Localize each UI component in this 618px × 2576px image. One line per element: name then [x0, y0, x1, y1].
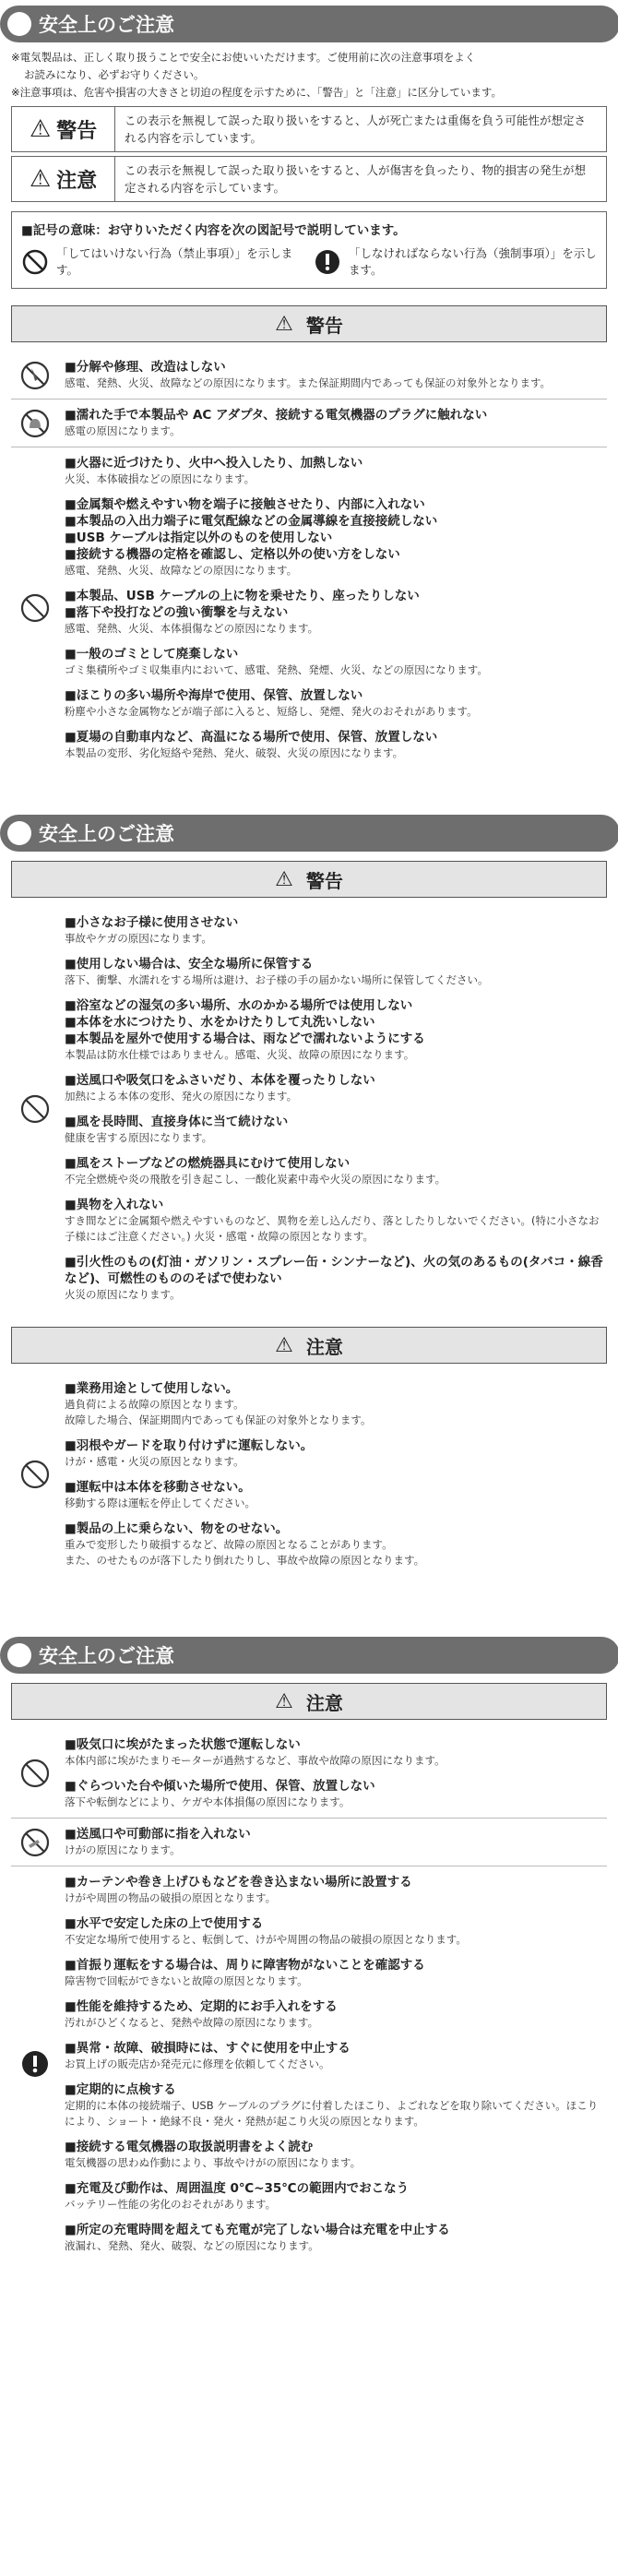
- list-item: [65, 1197, 607, 1245]
- prohibited-icon: [11, 455, 59, 761]
- list-item: [65, 455, 607, 487]
- item-description: 加熱による本体の変形、発火の原因になります。: [65, 1090, 298, 1103]
- item-description: お買上げの販売店か発売元に修理を依頼してください。: [65, 2057, 330, 2070]
- prohibited-icon: [11, 1380, 59, 1568]
- caution-group-1: [11, 1373, 607, 1576]
- item-heading: ■接続する電気機器の取扱説明書をよく読む: [65, 2140, 314, 2154]
- item-heading: ■性能を維持するため、定期的にお手入れをする: [65, 1999, 338, 2014]
- item-heading: ■ぐらついた台や傾いた場所で使用、保管、放置しない: [65, 1779, 375, 1794]
- item-heading: ■水平で安定した床の上で使用する: [65, 1916, 264, 1931]
- page: [0, 6, 618, 2261]
- list-item: [65, 496, 607, 578]
- warning-definition: [11, 106, 607, 152]
- list-item: [65, 646, 607, 678]
- item-heading: ■使用しない場合は、安全な場所に保管する: [65, 957, 314, 972]
- warning-group-wet-hands: [11, 400, 607, 447]
- list-item: [65, 687, 607, 720]
- item-heading: ■一般のゴミとして廃棄しない: [65, 647, 239, 662]
- item-heading: ■風を長時間、直接身体に当て続けない: [65, 1115, 289, 1129]
- warning-group-disassemble: [11, 352, 607, 400]
- item-heading: ■夏場の自動車内など、高温になる場所で使用、保管、放置しない: [65, 730, 438, 745]
- list-item: [65, 1437, 607, 1470]
- no-wet-hands-icon: [11, 407, 59, 439]
- item-description: 本製品は防水仕様ではありません。感電、火災、故障の原因になります。: [65, 1048, 415, 1061]
- item-description: 落下や転倒などにより、ケガや本体損傷の原因になります。: [65, 1795, 351, 1808]
- prohibited-icon: [11, 1736, 59, 1810]
- caution-group-2c: [11, 1866, 607, 2261]
- caution-banner-label: 注意: [305, 1691, 343, 1714]
- item-description: 移動する際は運転を停止してください。: [65, 1497, 256, 1509]
- caution-banner: [11, 1327, 607, 1364]
- item-description: 感電、発熱、火災、本体損傷などの原因になります。: [65, 622, 319, 635]
- list-item: [65, 1998, 607, 2031]
- item-description: ゴミ集積所やゴミ収集車内において、感電、発熱、発煙、火災、などの原因になります。: [65, 663, 488, 676]
- section-title: 安全上のご注意: [39, 823, 174, 845]
- symbol-legend: [11, 211, 607, 289]
- caution-group-2a: [11, 1729, 607, 1819]
- warning-definition-text: この表示を無視して誤った取り扱いをすると、人が死亡または重傷を負う可能性が想定される内容を示しています。: [125, 113, 587, 145]
- list-item: [65, 1521, 607, 1568]
- list-item: [65, 2040, 607, 2072]
- caution-banner-label: 注意: [305, 1335, 343, 1358]
- caution-definition-text: この表示を無視して誤った取り扱いをすると、人が傷害を負ったり、物的損害の発生が想定される内容を示しています。: [125, 163, 587, 195]
- list-item: [65, 2139, 607, 2171]
- no-disassembly-icon: [11, 359, 59, 391]
- bullet-circle-icon: [7, 821, 31, 845]
- warning-triangle-icon: ⚠: [275, 867, 293, 891]
- list-item: [65, 997, 607, 1063]
- item-description: すき間などに金属類や燃えやすいものなど、異物を差し込んだり、落としたりしないでください。(特に小さなお子様にはご注意ください。) 火災・感電・故障の原因となります。: [65, 1214, 600, 1243]
- list-item: [65, 729, 607, 761]
- prohibited-icon: [11, 914, 59, 1303]
- item-heading: ■送風口や吸気口をふさいだり、本体を覆ったりしない: [65, 1073, 375, 1088]
- item-heading: ■首振り運転をする場合は、周りに障害物がないことを確認する: [65, 1958, 425, 1973]
- warning-banner-label: 警告: [305, 314, 343, 337]
- list-item: [65, 1874, 607, 1906]
- bullet-circle-icon: [7, 1643, 31, 1667]
- item-heading: ■送風口や可動部に指を入れない: [65, 1827, 251, 1842]
- prohibited-meaning: 「してはいけない行為（禁止事項）」を示します。: [56, 246, 293, 277]
- item-description: 汚れがひどくなると、発熱や故障の原因になります。: [65, 2016, 319, 2029]
- item-heading: ■カーテンや巻き上げひもなどを巻き込まない場所に設置する: [65, 1875, 412, 1890]
- caution-triangle-icon: ⚠: [275, 1333, 293, 1357]
- warning-group-2: [11, 907, 607, 1310]
- item-description: 感電の原因になります。: [65, 424, 181, 437]
- list-item: [65, 914, 607, 947]
- no-fingers-icon: [11, 1826, 59, 1858]
- item-description: 感電、発熱、火災、故障などの原因になります。: [65, 564, 298, 577]
- item-description: 障害物で回転ができないと故障の原因となります。: [65, 1974, 308, 1987]
- warning-banner: [11, 305, 607, 342]
- list-item: [65, 1957, 607, 1989]
- item-heading: ■充電及び動作は、周囲温度 0℃~35℃の範囲内でおこなう: [65, 2181, 410, 2196]
- caution-triangle-icon: ⚠: [29, 165, 52, 193]
- item-heading: ■製品の上に乗らない、物をのせない。: [65, 1521, 289, 1536]
- list-item: [65, 1915, 607, 1948]
- item-heading: ■金属類や燃えやすい物を端子に接触させたり、内部に入れない ■本製品の入出力端子に電気配線などの金属導線を直接接続しない ■USB ケーブルは指定以外のものを使用しない ■接続する機器の定格を確認し、定格以外の使い方をしない: [65, 497, 438, 562]
- item-heading: ■羽根やガードを取り付けずに運転しない。: [65, 1438, 314, 1453]
- caution-triangle-icon: ⚠: [275, 1689, 293, 1713]
- item-description: 液漏れ、発熱、発火、破裂、などの原因になります。: [65, 2239, 319, 2252]
- intro-note: ※電気製品は、正しく取り扱うことで安全にお使いいただけます。ご使用前に次の注意事項をよく: [11, 51, 476, 64]
- item-description: 感電、発熱、火災、故障などの原因になります。また保証期間内であっても保証の対象外となります。: [65, 376, 552, 389]
- item-description: 健康を害する原因になります。: [65, 1131, 213, 1144]
- list-item: [65, 1254, 607, 1303]
- warning-banner: [11, 861, 607, 898]
- list-item: [65, 1778, 607, 1810]
- list-item: [65, 1155, 607, 1187]
- item-heading: ■浴室などの湿気の多い場所、水のかかる場所では使用しない ■本体を水につけたり、水をかけたりして丸洗いしない ■本製品を屋外で使用する場合は、雨などで濡れないようにする: [65, 998, 425, 1046]
- caution-banner: [11, 1683, 607, 1720]
- item-description: 粉塵や小さな金属物などが端子部に入ると、短絡し、発煙、発火のおそれがあります。: [65, 705, 478, 718]
- item-heading: ■風をストーブなどの燃焼器具にむけて使用しない: [65, 1156, 351, 1171]
- item-heading: ■小さなお子様に使用させない: [65, 915, 239, 930]
- item-heading: ■所定の充電時間を超えても充電が完了しない場合は充電を中止する: [65, 2223, 450, 2237]
- warning-group-prohibited: [11, 447, 607, 769]
- item-description: 過負荷による故障の原因となります。 故障した場合、保証期間内であっても保証の対象外となります。: [65, 1398, 372, 1426]
- list-item: [65, 956, 607, 988]
- list-item: [65, 2180, 607, 2212]
- item-description: 重みで変形したり破損するなど、故障の原因となることがあります。 また、のせたものが落下したり倒れたりし、事故や故障の原因となります。: [65, 1538, 425, 1567]
- item-description: 落下、衝撃、水濡れをする場所は避け、お子様の手の届かない場所に保管してください。: [65, 973, 489, 986]
- intro-note-cont: お読みになり、必ずお守りください。: [24, 68, 205, 81]
- section-header: [0, 6, 618, 42]
- item-heading: ■吸気口に埃がたまった状態で運転しない: [65, 1737, 301, 1752]
- prohibited-icon: [21, 248, 49, 276]
- warning-triangle-icon: ⚠: [275, 312, 293, 336]
- item-description: 不完全燃焼や炎の飛散を引き起こし、一酸化炭素中毒や火災の原因になります。: [65, 1173, 446, 1186]
- item-description: 火災、本体破損などの原因になります。: [65, 472, 256, 485]
- list-item: [65, 1114, 607, 1146]
- item-description: 不安定な場所で使用すると、転倒して、けがや周囲の物品の破損の原因となります。: [65, 1933, 467, 1946]
- item-description: 火災の原因になります。: [65, 1288, 181, 1301]
- item-heading: ■定期的に点検する: [65, 2082, 176, 2097]
- item-heading: ■濡れた手で本製品や AC アダプタ、接続する電気機器のプラグに触れない: [65, 408, 488, 423]
- section-header: [0, 1637, 618, 1674]
- item-description: 定期的に本体の接続端子、USB ケーブルのプラグに付着したほこり、よごれなどを取り除いてください。ほこりにより、ショート・絶縁不良・発火・発熱が起こり火災の原因となります。: [65, 2099, 599, 2128]
- list-item: [65, 1736, 607, 1769]
- symbol-legend-title: ■記号の意味：お守りいただく内容を次の図記号で説明しています。: [21, 223, 406, 238]
- item-description: けがや周囲の物品の破損の原因となります。: [65, 1891, 277, 1904]
- list-item: [65, 1072, 607, 1104]
- item-heading: ■ほこりの多い場所や海岸で使用、保管、放置しない: [65, 688, 363, 703]
- item-description: けが・感電・火災の原因となります。: [65, 1455, 244, 1468]
- item-description: 事故やケガの原因になります。: [65, 932, 212, 945]
- bullet-circle-icon: [7, 12, 31, 36]
- warning-banner-label: 警告: [305, 869, 343, 892]
- caution-label: 注意: [56, 169, 98, 193]
- caution-definition: [11, 156, 607, 202]
- item-heading: ■異常・故障、破損時には、すぐに使用を中止する: [65, 2041, 351, 2056]
- list-item: [65, 2222, 607, 2254]
- item-description: 本製品の変形、劣化短絡や発熱、発火、破裂、火災の原因になります。: [65, 746, 404, 759]
- item-heading: ■業務用途として使用しない。: [65, 1381, 239, 1396]
- item-heading: ■引火性のもの(灯油・ガソリン・スプレー缶・シンナーなど)、火の気のあるもの(タバコ・線香など)、可燃性のもののそばで使わない: [65, 1255, 603, 1286]
- list-item: [65, 1380, 607, 1428]
- item-description: けがの原因になります。: [65, 1843, 181, 1856]
- item-heading: ■分解や修理、改造はしない: [65, 360, 226, 375]
- list-item: [65, 588, 607, 637]
- item-description: 本体内部に埃がたまりモーターが過熱するなど、事故や故障の原因になります。: [65, 1754, 446, 1767]
- section-title: 安全上のご注意: [39, 1645, 174, 1667]
- item-heading: ■本製品、USB ケーブルの上に物を乗せたり、座ったりしない ■落下や投打などの強い衝撃を与えない: [65, 589, 420, 620]
- mandatory-meaning: 「しなければならない行為（強制事項）」を示します。: [349, 246, 597, 277]
- mandatory-icon: [11, 1874, 59, 2254]
- item-heading: ■火器に近づけたり、火中へ投入したり、加熱しない: [65, 456, 363, 471]
- intro-note-2: ※注意事項は、危害や損害の大きさと切迫の程度を示すために、「警告」と「注意」に区分しています。: [11, 86, 502, 99]
- warning-triangle-icon: ⚠: [29, 115, 52, 143]
- list-item: [65, 2081, 607, 2129]
- item-heading: ■運転中は本体を移動させない。: [65, 1480, 251, 1495]
- warning-label: 警告: [56, 119, 98, 143]
- section-title: 安全上のご注意: [39, 14, 174, 36]
- mandatory-icon: [314, 248, 341, 276]
- item-description: 電気機器の思わぬ作動により、事故やけがの原因になります。: [65, 2156, 362, 2169]
- section-header: [0, 815, 618, 852]
- item-description: バッテリー性能の劣化のおそれがあります。: [65, 2198, 277, 2211]
- caution-group-2b: [11, 1819, 607, 1866]
- item-heading: ■異物を入れない: [65, 1198, 164, 1212]
- list-item: [65, 1479, 607, 1511]
